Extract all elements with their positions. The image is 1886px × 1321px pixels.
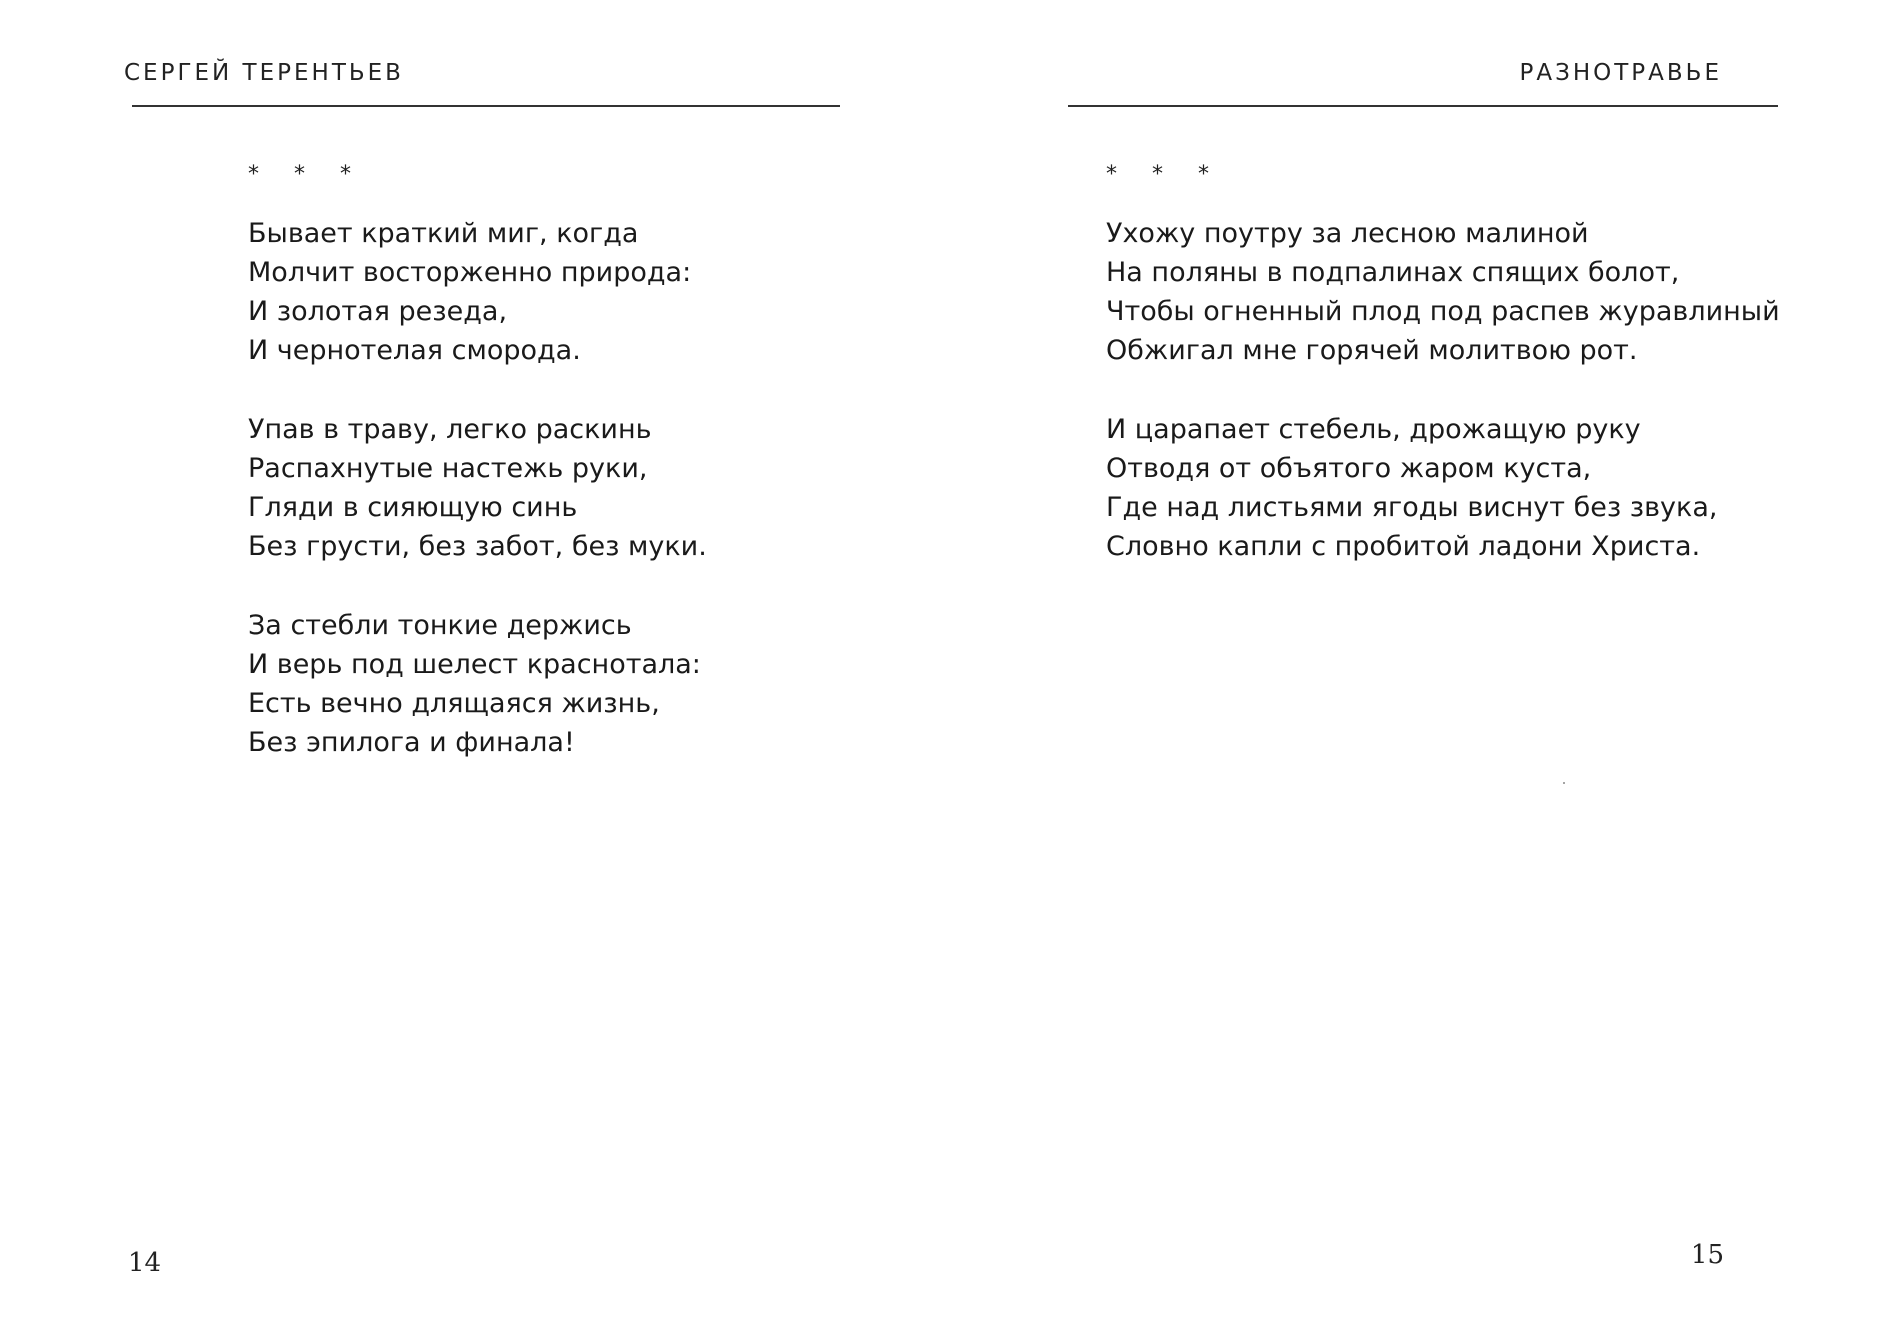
- stanza-1: [248, 214, 707, 370]
- verse-line: И чернотелая смородa.: [248, 335, 581, 366]
- poem-left: [248, 158, 707, 802]
- verse-line: За стебли тонкие держись: [248, 610, 632, 641]
- stanza-1: [1106, 214, 1780, 370]
- verse-line: Без грусти, без забот, без муки.: [248, 531, 707, 562]
- verse-line: На поляны в подпалинах спящих болот,: [1106, 257, 1680, 288]
- verse-line: Без эпилога и финала!: [248, 727, 575, 758]
- verse-line: Гляди в сияющую синь: [248, 492, 578, 523]
- page-number: 14: [128, 1248, 162, 1278]
- asterism: * * *: [1106, 162, 1223, 187]
- verse-line: Бывает краткий миг, когда: [248, 218, 639, 249]
- verse-line: Ухожу поутру за лесною малиной: [1106, 218, 1589, 249]
- verse-line: Молчит восторженно природа:: [248, 257, 692, 288]
- verse-line: Есть вечно длящаяся жизнь,: [248, 688, 660, 719]
- verse-line: Словно капли с пробитой ладони Христа.: [1106, 531, 1701, 562]
- verse-line: И царапает стебель, дрожащую руку: [1106, 414, 1641, 445]
- stanza-3: [248, 606, 707, 762]
- stanza-2: [248, 410, 707, 566]
- running-head-title: РАЗНОТРАВЬЕ: [1519, 60, 1722, 86]
- verse-line: Где над листьями ягоды виснут без звука,: [1106, 492, 1718, 523]
- header-rule: [1068, 105, 1778, 107]
- scan-speck: [1563, 782, 1565, 784]
- header-rule: [132, 105, 840, 107]
- verse-line: И золотая резеда,: [248, 296, 508, 327]
- verse-line: Отводя от объятого жаром куста,: [1106, 453, 1592, 484]
- verse-line: И верь под шелест краснотала:: [248, 649, 701, 680]
- running-head-author: СЕРГЕЙ ТЕРЕНТЬЕВ: [124, 60, 404, 86]
- poem-right: [1106, 158, 1780, 606]
- verse-line: Чтобы огненный плод под распев журавлиный: [1106, 296, 1780, 327]
- verse-line: Распахнутые настежь руки,: [248, 453, 648, 484]
- verse-line: Упав в траву, легко раскинь: [248, 414, 652, 445]
- right-page: [943, 0, 1886, 1321]
- asterism: * * *: [248, 162, 365, 187]
- verse-line: Обжигал мне горячей молитвою рот.: [1106, 335, 1638, 366]
- page-number: 15: [1690, 1240, 1724, 1270]
- stanza-2: [1106, 410, 1780, 566]
